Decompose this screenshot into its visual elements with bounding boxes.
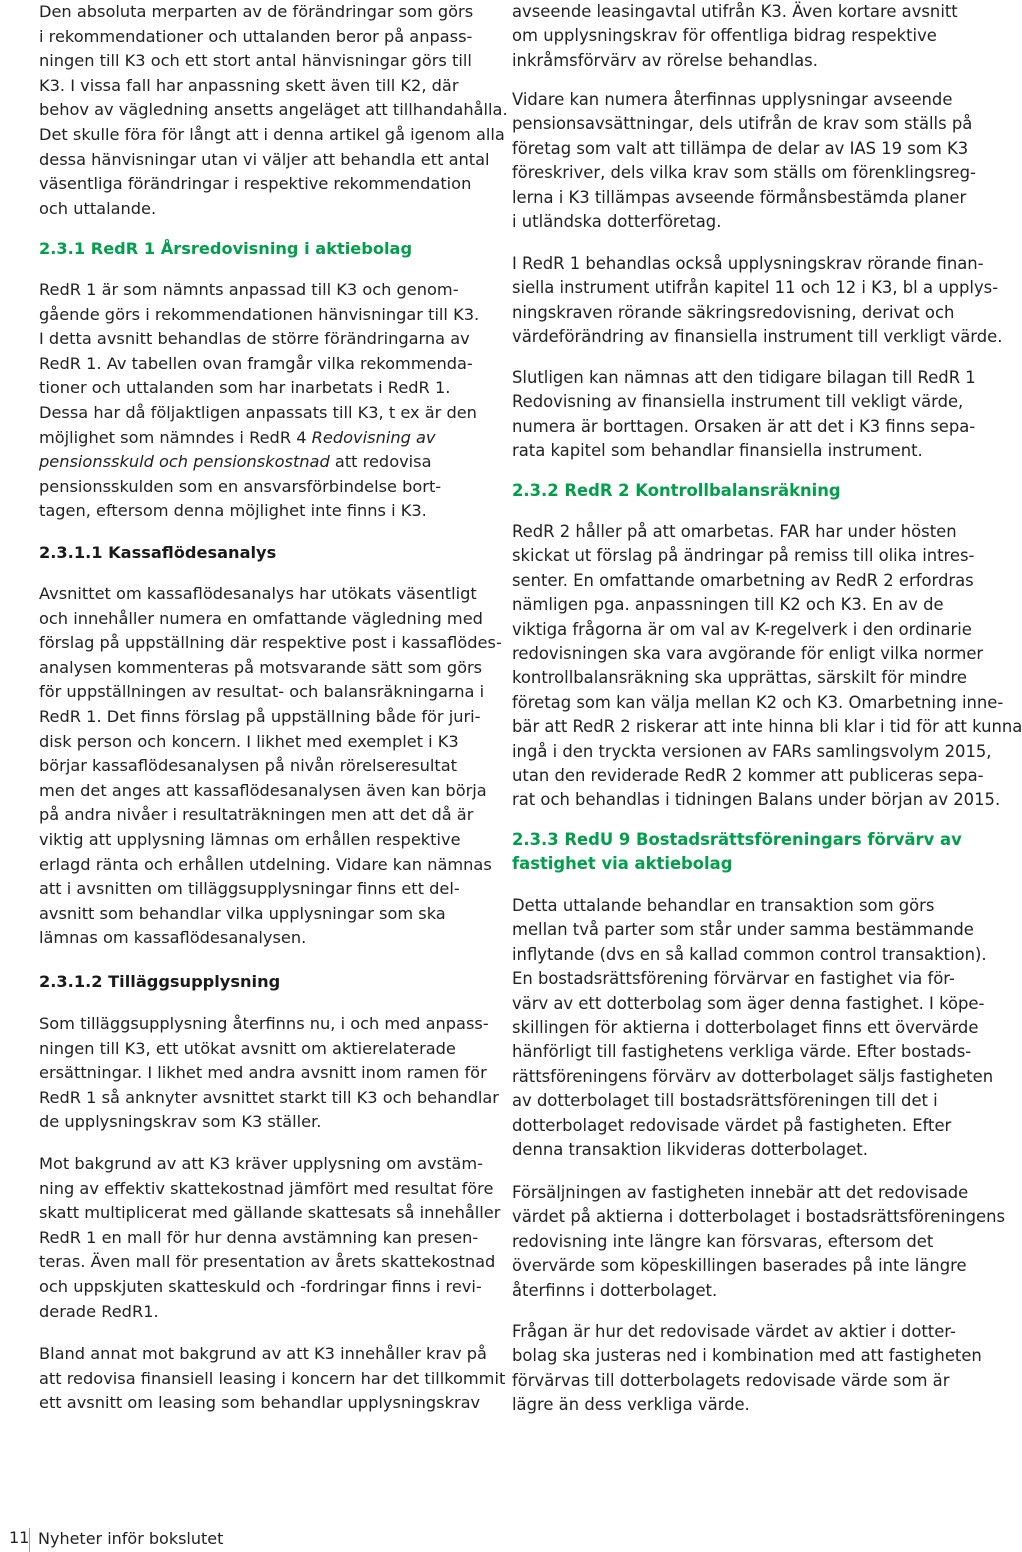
text-line: förslag på uppställning där respektive post i kassaflödes- <box>39 633 502 653</box>
heading-text: 2.3.2 RedR 2 Kontrollbalansräkning <box>512 481 841 500</box>
text-line: Den absoluta merparten av de förändringar som görs <box>39 2 474 21</box>
text-line: för uppställningen av resultat- och balansräkningarna i <box>39 682 485 702</box>
text-line: Bland annat mot bakgrund av att K3 innehåller krav på <box>39 1344 487 1363</box>
section-2-3-3-paragraph-3 <box>512 1320 982 1418</box>
text-line: i rekommendationer och uttalanden beror på anpass- <box>39 26 473 46</box>
text-line: ning av effektiv skattekostnad jämfört med resultat före <box>39 1178 494 1198</box>
text-line: disk person och koncern. I likhet med exemplet i K3 <box>39 731 459 751</box>
pension-paragraph <box>512 88 976 234</box>
section-heading-2-3-1-2 <box>39 970 494 995</box>
text-line: värv av ett dotterbolag som äger denna fastighet. I köpe- <box>512 993 985 1013</box>
text-line: rättsföreningens förvärv av dotterbolaget säljs fastigheten <box>512 1066 994 1086</box>
text-line: värdeförändring av finansiella instrument till verkligt värde. <box>512 327 1003 347</box>
section-2-3-1-2-paragraph-2 <box>39 1152 501 1324</box>
text-line: och innehåller numera en omfattande vägledning med <box>39 608 483 628</box>
text-line: ingå i den tryckta versionen av FARs samlingsvolym 2015, <box>512 741 992 761</box>
text-line: att redovisa finansiell leasing i koncern har det tillkommit <box>39 1368 506 1388</box>
text-line: föreskriver, dels vilka krav som ställs om förenklingsreg- <box>512 163 976 183</box>
text-line: bär att RedR 2 riskerar att inte hinna bli klar i tid för att kunna <box>512 717 1022 737</box>
appendix-paragraph <box>512 366 976 464</box>
text-line: rata kapitel som behandlar finansiella instrument. <box>512 441 923 461</box>
text-line: om upplysningskrav för offentliga bidrag respektive <box>512 26 937 46</box>
section-2-3-2-paragraph <box>512 520 1022 813</box>
text-line: Som tilläggsupplysning återfinns nu, i och med anpass- <box>39 1014 489 1033</box>
text-line: numera är borttagen. Orsaken är att det i K3 finns sepa- <box>512 416 976 436</box>
section-2-3-1-paragraph <box>39 278 494 524</box>
text-line: företag som kan välja mellan K2 och K3. Omarbetning inne- <box>512 692 1004 712</box>
text-line: dessa hänvisningar utan vi väljer att behandla ett antal <box>39 149 490 169</box>
page-number: 11 <box>9 1528 30 1547</box>
section-heading-2-3-2 <box>512 479 958 503</box>
text-line: RedR 1. Det finns förslag på uppställning både för juri- <box>39 706 481 726</box>
text-line: analysen kommenteras på motsvarande sätt som görs <box>39 657 483 677</box>
intro-paragraph <box>39 0 508 221</box>
text-line: lerna i K3 tillämpas avseende förmånsbestämda planer <box>512 187 967 207</box>
text-line: lämnas om kassaflödesanalysen. <box>39 928 307 948</box>
text-line: i utländska dotterföretag. <box>512 212 722 232</box>
text-line: rat och behandlas i tidningen Balans under början av 2015. <box>512 790 1001 810</box>
text-line: på andra nivåer i resultaträkningen men att det då är <box>39 805 474 825</box>
text-line: RedR 1. Av tabellen ovan framgår vilka rekommenda- <box>39 353 473 373</box>
text-line: ningskraven rörande säkringsredovisning, derivat och <box>512 302 955 322</box>
heading-text: 2.3.1.1 Kassaflödesanalys <box>39 543 277 562</box>
text-line: senter. En omfattande omarbetning av RedR 2 erfordras <box>512 570 974 590</box>
text-line: En bostadsrättsförening förvärvar en fastighet via för- <box>512 969 955 989</box>
section-2-3-1-2-paragraph-3 <box>39 1342 506 1416</box>
text-line: kontrollbalansräkning ska upprättas, särskilt för mindre <box>512 668 967 688</box>
text-line: teras. Även mall för presentation av årets skattekostnad <box>39 1252 496 1272</box>
page-footer <box>0 1528 960 1552</box>
text-line: denna transaktion likvideras dotterbolaget. <box>512 1140 868 1160</box>
text-line: ett avsnitt om leasing som behandlar upplysningskrav <box>39 1393 481 1413</box>
text-line: pensionsskulden som en ansvarsförbindelse bort- <box>39 476 442 496</box>
text-line: av dotterbolaget till bostadsrättsföreningen till det i <box>512 1091 938 1111</box>
text-line: avseende leasingavtal utifrån K3. Även kortare avsnitt <box>512 2 958 21</box>
text-line: skatt multiplicerat med gällande skattesats så innehåller <box>39 1203 501 1223</box>
publication-title: Nyheter inför bokslutet <box>38 1529 224 1548</box>
text-line: Försäljningen av fastigheten innebär att det redovisade <box>512 1183 969 1202</box>
text-line: pensionsavsättningar, dels utifrån de krav som ställs på <box>512 114 973 134</box>
section-heading-2-3-1-1 <box>39 541 494 566</box>
text-line: viktiga frågorna är om val av K-regelverk i den ordinarie <box>512 619 972 639</box>
section-heading-2-3-1 <box>39 237 494 262</box>
text-line: och uttalande. <box>39 198 157 218</box>
section-2-3-3-paragraph-1 <box>512 894 994 1162</box>
text-line: värdet på aktierna i dotterbolaget i bostadsrättsföreningens <box>512 1207 1006 1227</box>
text-line: förvärvas till dotterbolagets redovisade värde som är <box>512 1370 950 1390</box>
text-line: Dessa har då följaktligen anpassats till K3, t ex är den <box>39 402 477 422</box>
text-line: inkråmsförvärv av rörelse behandlas. <box>512 50 818 70</box>
text-line: övervärde som köpeskillingen baserades på inte längre <box>512 1256 967 1276</box>
text-line: avsnitt som behandlar vilka upplysningar som ska <box>39 903 446 923</box>
text-line: de upplysningskrav som K3 ställer. <box>39 1112 322 1132</box>
text-line: väsentliga förändringar i respektive rekommendation <box>39 174 472 194</box>
text-line: lägre än dess verkliga värde. <box>512 1395 750 1415</box>
text-line: Mot bakgrund av att K3 kräver upplysning om avstäm- <box>39 1154 483 1173</box>
text-line: siella instrument utifrån kapitel 11 och 12 i K3, bl a upplys- <box>512 278 999 298</box>
text-line: möjlighet som nämndes i RedR 4 Redovisning av <box>39 427 436 447</box>
text-line: företag som valt att tillämpa de delar av IAS 19 som K3 <box>512 138 969 158</box>
text-line: redovisning inte längre kan försvaras, eftersom det <box>512 1231 934 1251</box>
text-line: nämligen pga. anpassningen till K2 och K3. En av de <box>512 595 944 615</box>
text-line: RedR 2 håller på att omarbetas. FAR har under hösten <box>512 522 957 541</box>
text-line: I RedR 1 behandlas också upplysningskrav rörande finan- <box>512 254 984 273</box>
text-line: pensionsskuld och pensionskostnad att redovisa <box>39 452 432 472</box>
text-line: tagen, eftersom denna möjlighet inte finns i K3. <box>39 501 427 521</box>
text-line: Detta uttalande behandlar en transaktion som görs <box>512 896 935 915</box>
section-2-3-1-2-paragraph-1 <box>39 1012 499 1135</box>
text-line: skillingen för aktierna i dotterbolaget finns ett övervärde <box>512 1018 979 1038</box>
text-line: Det skulle föra för långt att i denna artikel gå igenom alla <box>39 124 505 144</box>
text-line: K3. I vissa fall har anpassning skett även till K2, där <box>39 75 459 95</box>
text-line: att i avsnitten om tilläggsupplysningar finns ett del- <box>39 879 460 899</box>
text-line: Redovisning av finansiella instrument till vekligt värde, <box>512 392 964 412</box>
section-2-3-3-paragraph-2 <box>512 1181 1006 1303</box>
section-2-3-1-1-paragraph <box>39 582 502 951</box>
text-line: återfinns i dotterbolaget. <box>512 1280 718 1300</box>
text-line: men det anges att kassaflödesanalysen även kan börja <box>39 780 487 800</box>
text-line: behov av vägledning ansetts angeläget att tillhandahålla. <box>39 100 508 120</box>
text-line: ningen till K3, ett utökat avsnitt om aktierelaterade <box>39 1038 456 1058</box>
text-line: viktig att upplysning lämnas om erhållen respektive <box>39 829 461 849</box>
text-line: inflytande (dvs en så kallad common control transaktion). <box>512 944 987 964</box>
financial-instruments-paragraph <box>512 252 1003 350</box>
text-line: RedR 1 är som nämnts anpassad till K3 och genom- <box>39 280 459 299</box>
text-line: redovisningen ska vara avgörande för enligt vilka normer <box>512 644 984 664</box>
text-line: utan den reviderade RedR 2 kommer att publiceras sepa- <box>512 766 984 786</box>
text-line: bolag ska justeras ned i kombination med att fastigheten <box>512 1346 982 1366</box>
text-line: Avsnittet om kassaflödesanalys har utökats väsentligt <box>39 584 477 603</box>
italic-title: Redovisning av <box>311 427 436 447</box>
text-line: hänförligt till fastighetens verkliga värde. Efter bostads- <box>512 1042 972 1062</box>
text-line: börjar kassaflödesanalysen på nivån rörelseresultat <box>39 756 458 776</box>
text-line: Frågan är hur det redovisade värdet av aktier i dotter- <box>512 1322 956 1341</box>
leasing-paragraph <box>512 0 958 73</box>
section-heading-2-3-3 <box>512 828 962 877</box>
footer-divider <box>29 1528 30 1552</box>
text-line: och uppskjuten skatteskuld och -fordringar finns i revi- <box>39 1276 482 1296</box>
text-line: Vidare kan numera återfinnas upplysningar avseende <box>512 90 953 109</box>
text-line: ningen till K3 och ett stort antal hänvisningar görs till <box>39 51 472 71</box>
heading-text: 2.3.3 RedU 9 Bostadsrättsföreningars förvärv av <box>512 830 962 849</box>
text-line: mellan två parter som står under samma bestämmande <box>512 920 974 940</box>
text-line: I detta avsnitt behandlas de större förändringarna av <box>39 329 470 349</box>
text-line: derade RedR1. <box>39 1301 159 1321</box>
text-line: RedR 1 så anknyter avsnittet starkt till K3 och behandlar <box>39 1087 499 1107</box>
text-line: RedR 1 en mall för hur denna avstämning kan presen- <box>39 1227 479 1247</box>
text-line: dotterbolaget redovisade värdet på fastigheten. Efter <box>512 1115 952 1135</box>
italic-title: pensionsskuld och pensionskostnad <box>39 452 330 472</box>
text-line: erlagd ränta och erhållen utdelning. Vidare kan nämnas <box>39 854 492 874</box>
text-line: Slutligen kan nämnas att den tidigare bilagan till RedR 1 <box>512 368 976 387</box>
text-line: ersättningar. I likhet med andra avsnitt inom ramen för <box>39 1063 487 1083</box>
heading-text: 2.3.1.2 Tilläggsupplysning <box>39 972 281 991</box>
text-line: skickat ut förslag på ändringar på remiss till olika intres- <box>512 546 975 566</box>
text-line: gående görs i rekommendationen hänvisningar till K3. <box>39 304 480 324</box>
heading-text: fastighet via aktiebolag <box>512 854 733 874</box>
heading-text: 2.3.1 RedR 1 Årsredovisning i aktiebolag <box>39 239 413 258</box>
text-line: tioner och uttalanden som har inarbetats i RedR 1. <box>39 378 451 398</box>
